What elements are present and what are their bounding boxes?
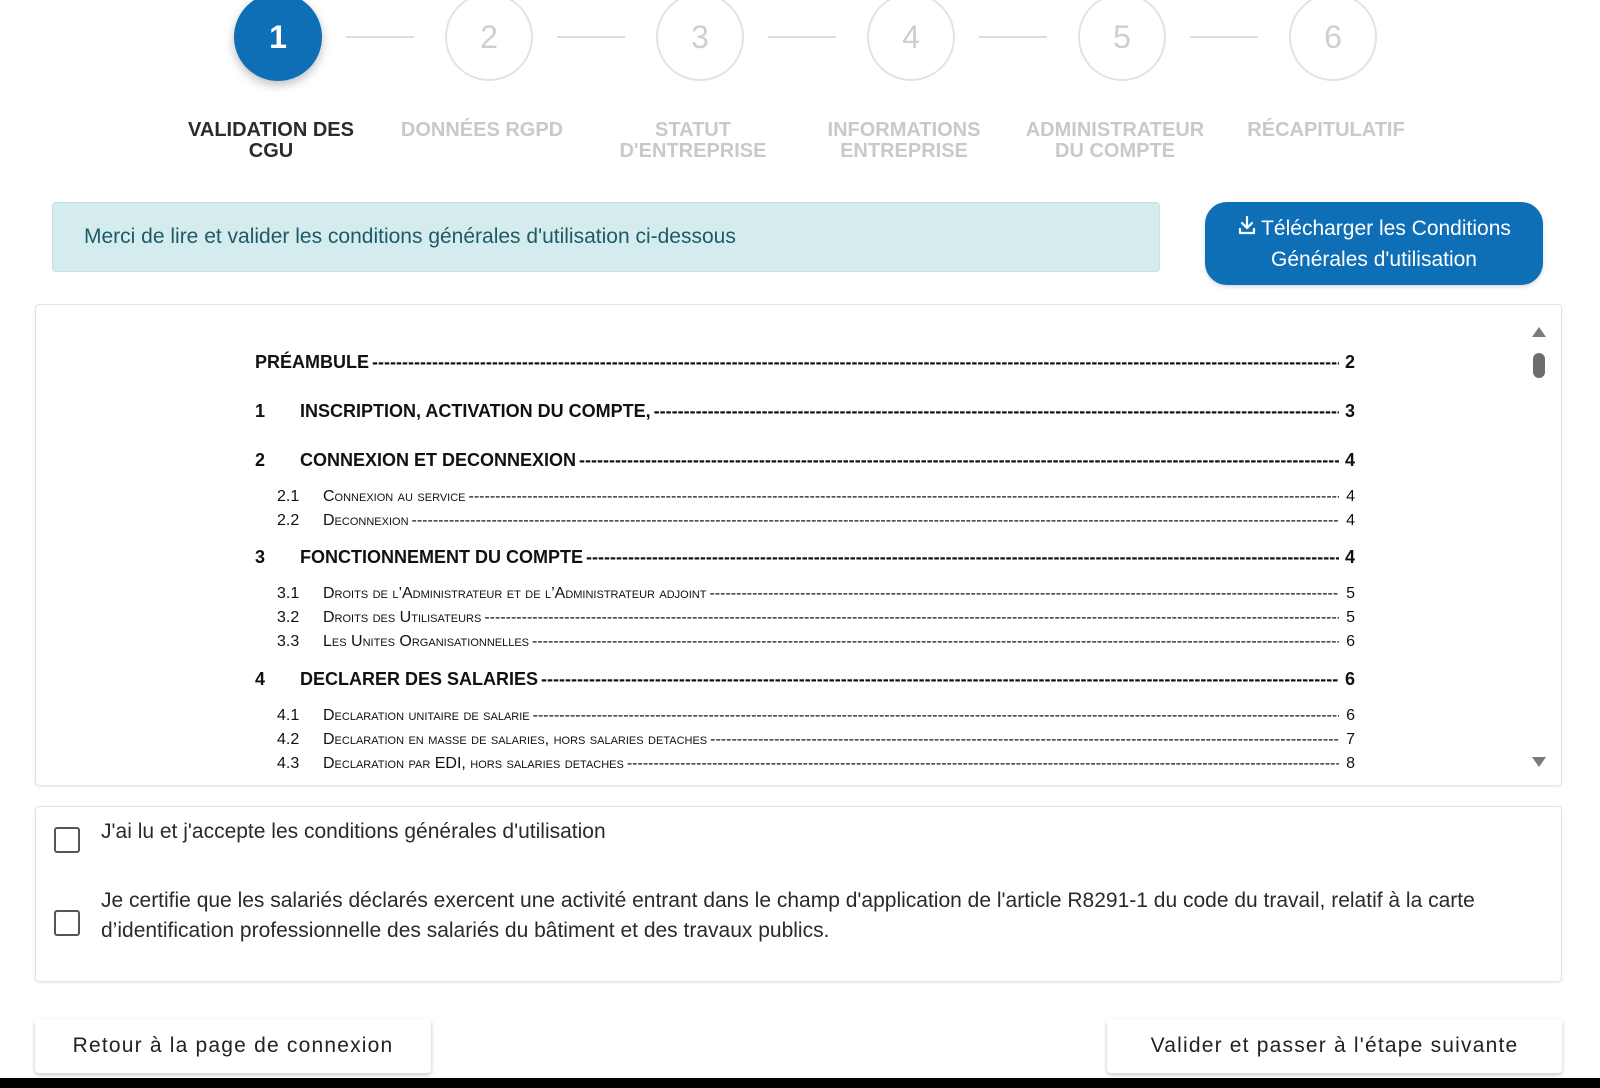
toc-leader bbox=[469, 488, 1340, 506]
toc-entry bbox=[255, 401, 1355, 422]
step-3-circle: 3 bbox=[656, 0, 744, 81]
toc-leader bbox=[710, 731, 1339, 749]
step-connector bbox=[768, 36, 836, 38]
step-3-label-line2: D'ENTREPRISE bbox=[619, 140, 767, 162]
toc-number: 2.1 bbox=[277, 488, 300, 505]
toc-title: CONNEXION ET DECONNEXION bbox=[300, 450, 577, 470]
next-button-label: Valider et passer à l'étape suivante bbox=[1150, 1034, 1519, 1057]
toc-entry bbox=[255, 547, 1355, 568]
scrollbar-thumb[interactable] bbox=[1533, 353, 1545, 378]
download-button-line2: Générales d'utilisation bbox=[1271, 247, 1477, 271]
step-5-label bbox=[1015, 120, 1215, 162]
toc-number: 4 bbox=[255, 669, 266, 689]
toc-title: INSCRIPTION, ACTIVATION DU COMPTE, bbox=[300, 401, 651, 421]
toc-leader bbox=[532, 633, 1339, 651]
toc-leader bbox=[412, 512, 1339, 530]
toc-entry bbox=[277, 707, 1355, 725]
toc-page: 5 bbox=[1346, 609, 1355, 626]
toc-leader bbox=[709, 585, 1339, 603]
toc-leader bbox=[533, 707, 1339, 725]
cgu-document-viewer[interactable] bbox=[35, 304, 1562, 786]
toc-title: FONCTIONNEMENT DU COMPTE bbox=[300, 547, 583, 567]
toc-entry bbox=[277, 512, 1355, 530]
toc-page: 8 bbox=[1346, 755, 1355, 772]
step-connector bbox=[979, 36, 1047, 38]
step-connector bbox=[557, 36, 625, 38]
toc-entry bbox=[277, 731, 1355, 749]
toc-entry bbox=[277, 755, 1355, 773]
toc-number: 3 bbox=[255, 547, 266, 567]
step-5-label-line2: DU COMPTE bbox=[1055, 140, 1175, 162]
step-connector bbox=[1190, 36, 1258, 38]
toc-title: Declaration par EDI, hors salaries detaches bbox=[323, 755, 624, 772]
bottom-edge bbox=[0, 1078, 1600, 1088]
step-1-label bbox=[171, 120, 371, 162]
toc-number: 2.2 bbox=[277, 512, 300, 529]
step-1-label-line2: CGU bbox=[248, 140, 294, 162]
step-5-label-line1: ADMINISTRATEUR bbox=[1025, 119, 1205, 141]
step-3-label-line1: STATUT bbox=[655, 119, 731, 141]
toc-number: 4.2 bbox=[277, 731, 300, 748]
step-6-circle: 6 bbox=[1289, 0, 1377, 81]
toc-title: Droits des Utilisateurs bbox=[323, 609, 482, 626]
validate-next-button[interactable] bbox=[1107, 1019, 1562, 1073]
toc-number: 3.1 bbox=[277, 585, 300, 602]
toc-entry bbox=[277, 585, 1355, 603]
toc-leader bbox=[654, 401, 1339, 422]
toc-title: DECLARER DES SALARIES bbox=[300, 669, 539, 689]
step-5-circle: 5 bbox=[1078, 0, 1166, 81]
toc-number: 3.2 bbox=[277, 609, 300, 626]
toc-page: 7 bbox=[1346, 731, 1355, 748]
back-button-label: Retour à la page de connexion bbox=[72, 1034, 394, 1057]
step-4-label bbox=[804, 120, 1004, 162]
toc-page: 6 bbox=[1346, 633, 1355, 650]
toc-number: 4.3 bbox=[277, 755, 300, 772]
accept-cgu-checkbox[interactable] bbox=[54, 827, 80, 853]
toc-title: Deconnexion bbox=[323, 512, 409, 529]
download-cgu-button[interactable] bbox=[1205, 202, 1543, 285]
toc-title: Droits de l’Administrateur et de l’Administrateur adjoint bbox=[323, 585, 707, 602]
toc-entry bbox=[255, 669, 1355, 690]
toc-page: 4 bbox=[1344, 547, 1355, 567]
stepper bbox=[0, 0, 1600, 180]
toc-leader bbox=[627, 755, 1339, 773]
step-4-circle: 4 bbox=[867, 0, 955, 81]
step-1-circle: 1 bbox=[234, 0, 322, 81]
toc-page: 6 bbox=[1344, 669, 1355, 689]
toc-entry bbox=[277, 609, 1355, 627]
step-4-label-line1: INFORMATIONS bbox=[827, 119, 981, 141]
toc-title: Les Unites Organisationnelles bbox=[323, 633, 530, 650]
table-of-contents bbox=[36, 305, 1516, 786]
step-4-label-line2: ENTREPRISE bbox=[840, 140, 968, 162]
toc-title: Declaration en masse de salaries, hors salaries detaches bbox=[323, 731, 708, 748]
toc-page: 3 bbox=[1344, 401, 1355, 421]
step-2-label-line1: DONNÉES RGPD bbox=[400, 119, 564, 141]
toc-leader bbox=[372, 352, 1339, 373]
toc-page: 4 bbox=[1346, 512, 1355, 529]
toc-number: 2 bbox=[255, 450, 266, 470]
toc-number: 4.1 bbox=[277, 707, 300, 724]
toc-entry bbox=[277, 633, 1355, 651]
toc-page: 4 bbox=[1346, 488, 1355, 505]
toc-page: 2 bbox=[1344, 352, 1355, 372]
consent-panel bbox=[35, 806, 1562, 982]
certify-checkbox[interactable] bbox=[54, 910, 80, 936]
toc-leader bbox=[484, 609, 1339, 627]
toc-entry bbox=[255, 352, 1355, 373]
toc-entry bbox=[255, 450, 1355, 471]
toc-number: 1 bbox=[255, 401, 266, 421]
scroll-up-arrow-icon[interactable] bbox=[1532, 327, 1546, 337]
back-to-login-button[interactable] bbox=[35, 1019, 431, 1073]
step-6-label-line1: RÉCAPITULATIF bbox=[1247, 119, 1405, 141]
toc-number: 3.3 bbox=[277, 633, 300, 650]
download-button-line1: Télécharger les Conditions bbox=[1261, 216, 1511, 240]
certify-label: Je certifie que les salariés déclarés exercent une activité entrant dans le champ d'application de l'article R8291-1 du code du travail, relatif à la carte d’identification professionnelle des salariés du bâtiment et des travaux publics. bbox=[101, 889, 1475, 942]
info-banner bbox=[52, 202, 1160, 272]
toc-title: Declaration unitaire de salarie bbox=[323, 707, 530, 724]
step-3-label bbox=[593, 120, 793, 162]
toc-entry bbox=[277, 488, 1355, 506]
toc-title: PRÉAMBULE bbox=[255, 352, 370, 372]
toc-page: 5 bbox=[1346, 585, 1355, 602]
scroll-down-arrow-icon[interactable] bbox=[1532, 757, 1546, 767]
step-6-label bbox=[1226, 120, 1426, 141]
toc-page: 6 bbox=[1346, 707, 1355, 724]
step-2-label bbox=[382, 120, 582, 141]
step-2-circle: 2 bbox=[445, 0, 533, 81]
step-connector bbox=[346, 36, 414, 38]
toc-leader bbox=[541, 669, 1339, 690]
download-icon bbox=[1237, 213, 1257, 244]
toc-page: 4 bbox=[1344, 450, 1355, 470]
toc-leader bbox=[579, 450, 1339, 471]
step-1-label-line1: VALIDATION DES bbox=[188, 119, 354, 141]
toc-leader bbox=[586, 547, 1339, 568]
accept-cgu-label: J'ai lu et j'accepte les conditions générales d'utilisation bbox=[101, 820, 606, 843]
info-banner-text: Merci de lire et valider les conditions générales d'utilisation ci-dessous bbox=[84, 225, 736, 248]
toc-title: Connexion au service bbox=[323, 488, 466, 505]
